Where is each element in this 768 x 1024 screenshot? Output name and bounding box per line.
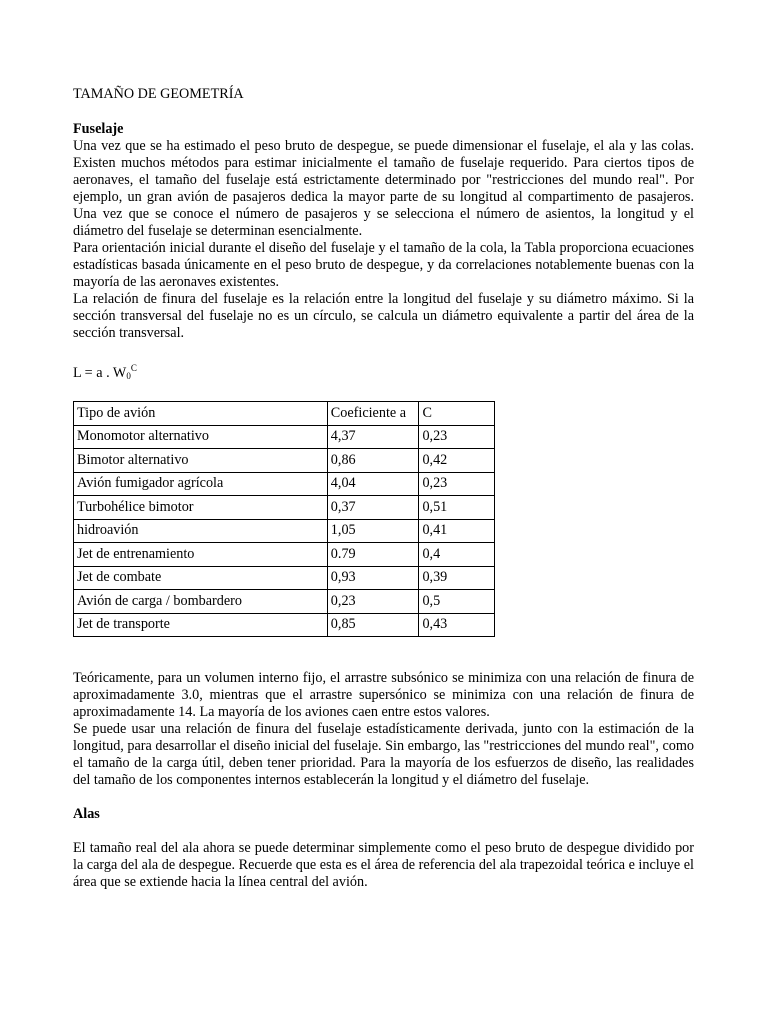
document-page [73, 86, 694, 891]
table-row [74, 613, 495, 637]
table-row [74, 496, 495, 520]
table-cell: Avión de carga / bombardero [74, 590, 328, 614]
length-formula [73, 360, 694, 385]
fuselaje-paragraph-1: Una vez que se ha estimado el peso bruto de despegue, se puede dimensionar el fuselaje, el ala y las colas. Existen muchos métodos para estimar inicialmente el tamaño de fuselaje requerido. Para ciertos tipos de aeronaves, el tamaño del fuselaje está estrictamente determinado por "restricciones del mundo real". Por ejemplo, un gran avión de pasajeros dedica la mayor parte de su longitud al compartimento de pasajeros. Una vez que se conoce el número de pasajeros y se selecciona el número de asientos, la longitud y el diámetro del fuselaje se determinan esencialmente. [73, 138, 694, 239]
alas-paragraph-1: El tamaño real del ala ahora se puede determinar simplemente como el peso bruto de despegue dividido por la carga del ala de despegue. Recuerde que esta es el área de referencia del ala trapezoidal teórica e incluye el área que se extiende hacia la línea central del avión. [73, 840, 694, 890]
table-cell: 0,5 [419, 590, 495, 614]
table-cell: 0,37 [327, 496, 419, 520]
finura-paragraph-2: Se puede usar una relación de finura del fuselaje estadísticamente derivada, junto con la estimación de la longitud, para desarrollar el diseño inicial del fuselaje. Sin embargo, las "restricciones del mundo real", como el tamaño de la carga útil, deben tener prioridad. Para la mayoría de los esfuerzos de diseño, las realidades del tamaño de los componentes internos establecerán la longitud y el diámetro del fuselaje. [73, 721, 694, 788]
table-cell: Monomotor alternativo [74, 425, 328, 449]
table-cell: Jet de combate [74, 566, 328, 590]
table-cell: Avión fumigador agrícola [74, 472, 328, 496]
table-cell: 0,85 [327, 613, 419, 637]
table-row [74, 590, 495, 614]
formula-superscript: C [130, 363, 137, 373]
formula-subscript: 0 [126, 371, 131, 381]
table-cell: 0,41 [419, 519, 495, 543]
table-cell: 0,86 [327, 449, 419, 473]
table-cell: 0,23 [327, 590, 419, 614]
table-row [74, 449, 495, 473]
spacer [73, 789, 694, 806]
formula-lhs: L = a . W [73, 365, 127, 381]
table-cell: 0,51 [419, 496, 495, 520]
table-cell: 0,93 [327, 566, 419, 590]
table-cell: 0,23 [419, 425, 495, 449]
table-row [74, 543, 495, 567]
table-cell: 0,42 [419, 449, 495, 473]
header-cell-coeficiente: Coeficiente a [327, 402, 419, 426]
table-header-row [74, 402, 495, 426]
table-cell: 4,37 [327, 425, 419, 449]
table-cell: 0,4 [419, 543, 495, 567]
document-title: TAMAÑO DE GEOMETRÍA [73, 86, 244, 102]
table-cell: Turbohélice bimotor [74, 496, 328, 520]
table-cell: 0,39 [419, 566, 495, 590]
coefficient-table [73, 401, 495, 637]
table-cell: Bimotor alternativo [74, 449, 328, 473]
table-row [74, 472, 495, 496]
table-cell: Jet de entrenamiento [74, 543, 328, 567]
spacer [73, 823, 694, 840]
header-cell-tipo: Tipo de avión [74, 402, 328, 426]
fuselaje-heading: Fuselaje [73, 121, 124, 137]
table-cell: 0,43 [419, 613, 495, 637]
fuselaje-paragraph-2: Para orientación inicial durante el diseño del fuselaje y el tamaño de la cola, la Tabla proporciona ecuaciones estadísticas basada únicamente en el peso bruto de despegue, y da correlaciones notablemente buenas con la mayoría de las aeronaves existentes. [73, 240, 694, 290]
table-row [74, 425, 495, 449]
table-cell: 4,04 [327, 472, 419, 496]
table-cell: 1,05 [327, 519, 419, 543]
finura-paragraph-1: Teóricamente, para un volumen interno fijo, el arrastre subsónico se minimiza con una relación de finura de aproximadamente 3.0, mientras que el arrastre supersónico se minimiza con una relación de finura de aproximadamente 14. La mayoría de los aviones caen entre estos valores. [73, 670, 694, 720]
table-cell: 0,23 [419, 472, 495, 496]
header-cell-c: C [419, 402, 495, 426]
table-cell: Jet de transporte [74, 613, 328, 637]
table-cell: 0.79 [327, 543, 419, 567]
table-row [74, 519, 495, 543]
table-cell: hidroavión [74, 519, 328, 543]
fuselaje-paragraph-3: La relación de finura del fuselaje es la relación entre la longitud del fuselaje y su diámetro máximo. Si la sección transversal del fuselaje no es un círculo, se calcula un diámetro equivalente a partir del área de la sección transversal. [73, 291, 694, 341]
alas-heading: Alas [73, 806, 100, 822]
table-row [74, 566, 495, 590]
